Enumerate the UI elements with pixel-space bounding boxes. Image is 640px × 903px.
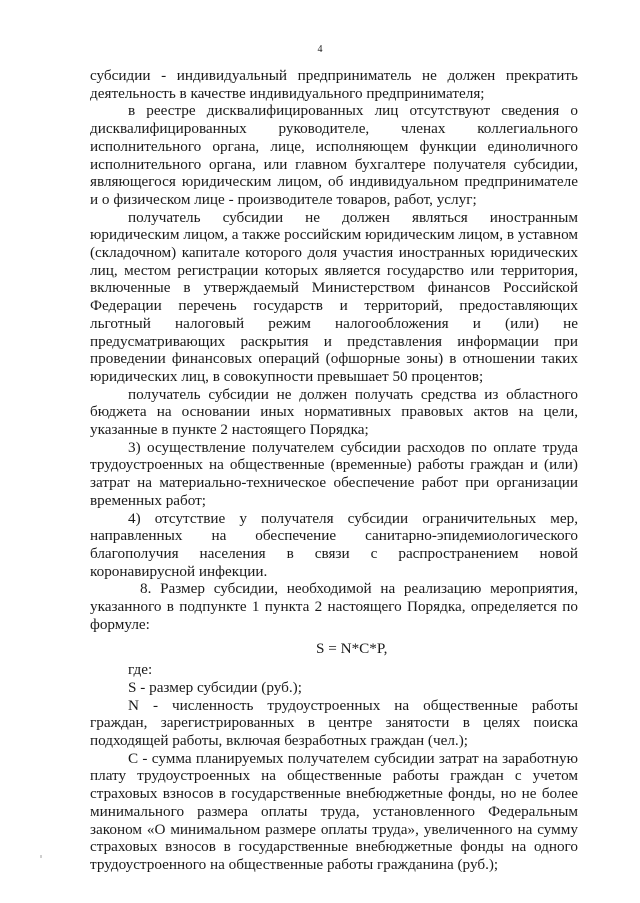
- definition-n: N - численность трудоустроенных на общественные работы граждан, зарегистрированных в центре занятости в целях поиска подходящей работы, включая безработных граждан (чел.);: [90, 696, 578, 750]
- scan-artifact: [40, 855, 42, 858]
- paragraph-item-4: 4) отсутствие у получателя субсидии ограничительных мер, направленных на обеспечение санитарно-эпидемиологического благополучия населения в связи с распространением новой коронавирусной инфекции.: [90, 509, 578, 580]
- paragraph-regional-budget: получатель субсидии не должен получать средства из областного бюджета на основании иных нормативных правовых актов на цели, указанные в пункте 2 настоящего Порядка;: [90, 385, 578, 439]
- page-number: 4: [317, 44, 323, 55]
- formula: S = N*C*P,: [316, 639, 388, 657]
- document-body: [90, 67, 578, 874]
- definition-c: С - сумма планируемых получателем субсидии затрат на заработную плату трудоустроенных на общественные работы граждан с учетом страховых взносов в государственные внебюджетные фонды, но не более минимального размера оплаты труда, установленного Федеральным законом «О минимальном размере оплаты труда», увеличенного на сумму страховых взносов в государственные внебюджетные фонды на одного трудоустроенного на общественные работы гражданина (руб.);: [90, 749, 578, 873]
- paragraph-item-3: 3) осуществление получателем субсидии расходов по оплате труда трудоустроенных на общественные (временные) работы граждан и (или) затрат на материально-техническое обеспечение работ при организации временных работ;: [90, 438, 578, 509]
- paragraph-foreign-entity: получатель субсидии не должен являться иностранным юридическим лицом, а также российским юридическим лицом, в уставном (складочном) капитале которого доля участия иностранных юридических лиц, местом регистрации которых является государство или территория, включенные в утверждаемый Министерством финансов Российской Федерации перечень государств и территорий, предоставляющих льготный налоговый режим налогообложения и (или) не предусматривающих раскрытия и представления информации при проведении финансовых операций (офшорные зоны) в отношении таких юридических лиц, в совокупности превышает 50 процентов;: [90, 208, 578, 385]
- paragraph-continuation: субсидии - индивидуальный предприниматель не должен прекратить деятельность в качестве индивидуального предпринимателя;: [90, 67, 578, 102]
- paragraph-disqualified-registry: в реестре дисквалифицированных лиц отсутствуют сведения о дисквалифицированных руководителе, членах коллегиального исполнительного органа, лице, исполняющем функции единоличного исполнительного органа, или главном бухгалтере получателя субсидии, являющегося юридическим лицом, об индивидуальном предпринимателе и о физическом лице - производителе товаров, работ, услуг;: [90, 102, 578, 208]
- paragraph-where: где:: [128, 661, 153, 679]
- definition-s: S - размер субсидии (руб.);: [128, 678, 302, 696]
- paragraph-section-8: 8. Размер субсидии, необходимой на реализацию мероприятия, указанного в подпункте 1 пункта 2 настоящего Порядка, определяется по формуле:: [90, 580, 578, 633]
